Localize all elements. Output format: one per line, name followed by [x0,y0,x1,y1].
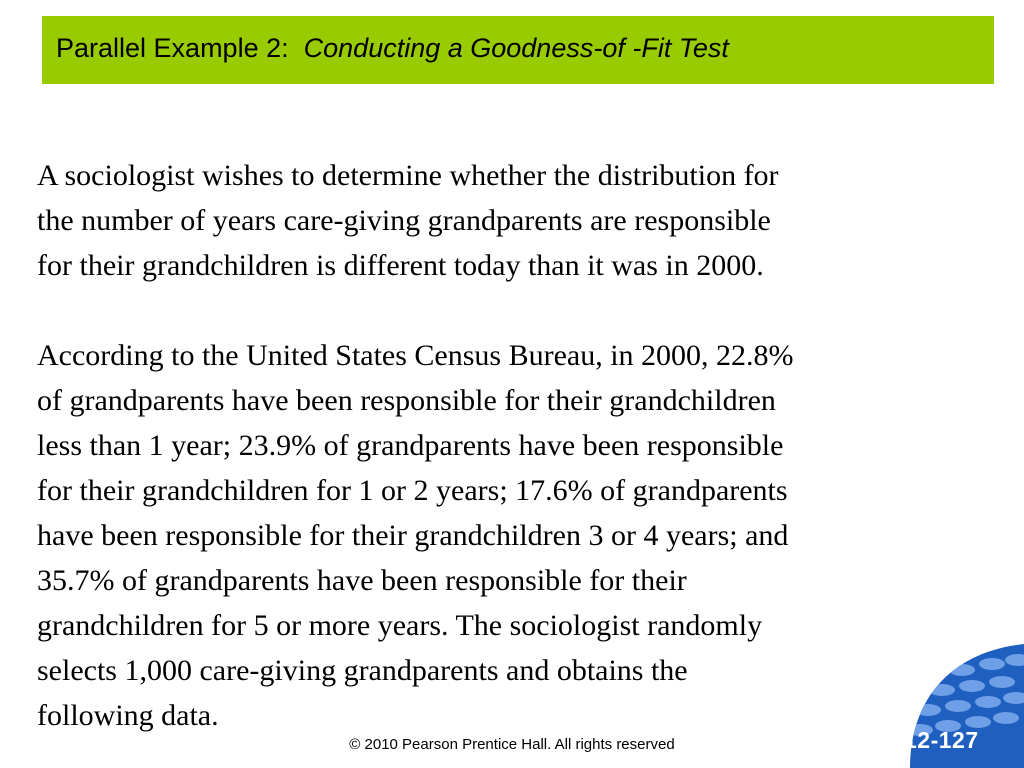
title-bar [42,16,994,84]
paragraph-gap [37,288,977,333]
slide-title [56,33,729,64]
title-italic: Conducting a Goodness-of -Fit Test [303,32,729,63]
copyright-footer: © 2010 Pearson Prentice Hall. All rights reserved [349,736,675,753]
page-number: 12-127 [904,727,979,753]
slide-body [37,153,977,738]
paragraph-intro: A sociologist wishes to determine whether the distribution for the number of years care-giving grandparents are responsible for their grandchildren is different today than it was in 2000. [37,159,779,282]
title-prefix: Parallel Example 2: [56,32,289,63]
paragraph-census: According to the United States Census Bureau, in 2000, 22.8% of grandparents have been responsible for their grandchildren less than 1 year; 23.9% of grandparents have been responsible for their grandchildren for 1 or 2 years; 17.6% of grandparents have been responsible for their grandchildren 3 or 4 years; and 35.7% of grandparents have been responsible for their grandchildren for 5 or more years. The sociologist randomly selects 1,000 care-giving grandparents and obtains the following data. [37,339,794,732]
